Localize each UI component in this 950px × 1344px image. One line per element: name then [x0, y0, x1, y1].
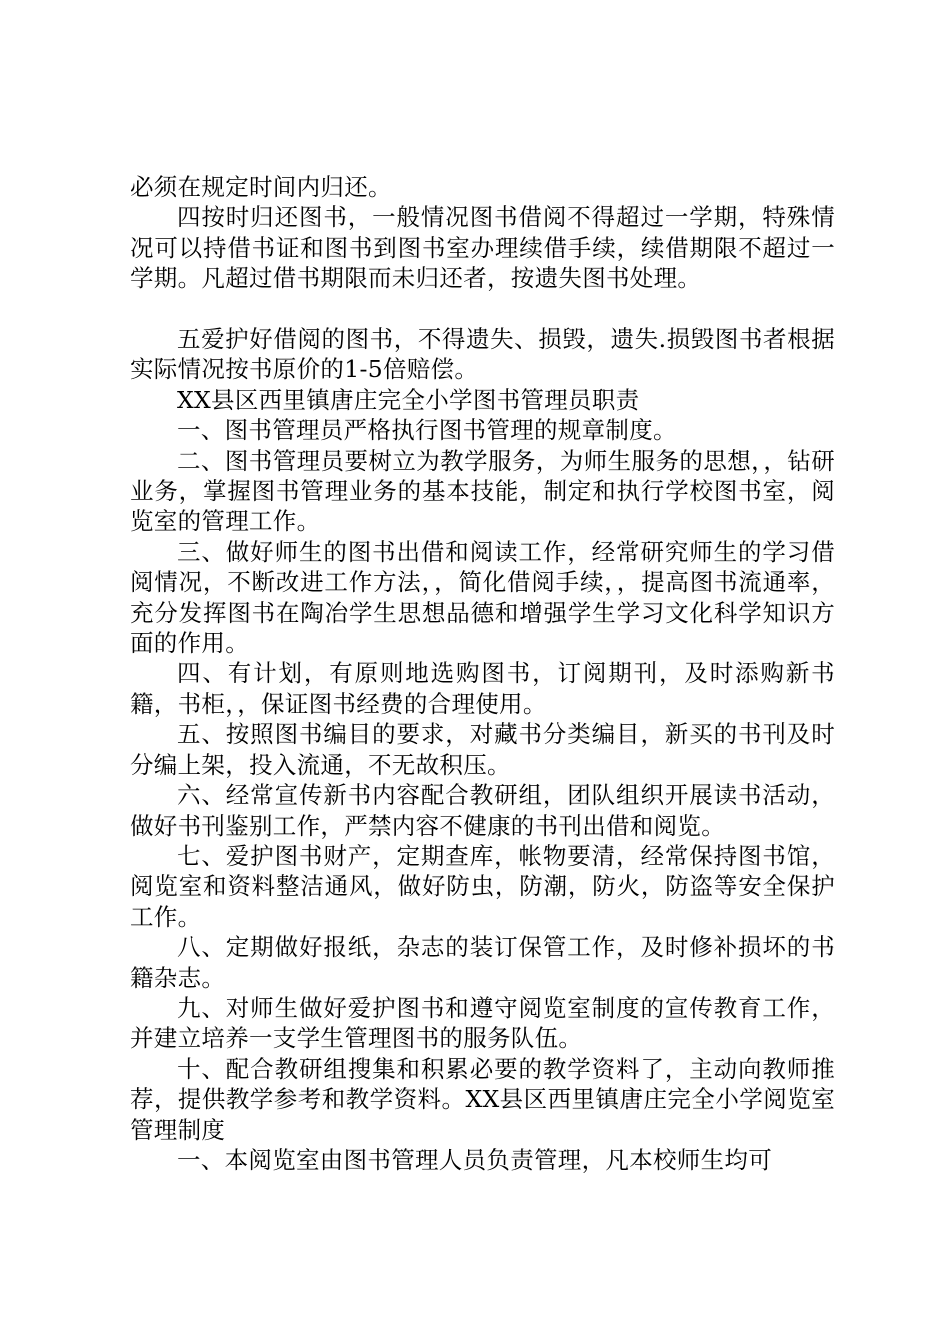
- paragraph-rule-4: 四按时归还图书，一般情况图书借阅不得超过一学期，特殊情况可以持借书证和图书到图书室办理续借手续，续借期限不超过一学期。凡超过借书期限而未归还者，按遗失图书处理。: [130, 203, 835, 293]
- paragraph-gap: [130, 294, 835, 324]
- paragraph-return-deadline: 必须在规定时间内归还。: [130, 173, 392, 201]
- paragraph-duty-5: 五、按照图书编目的要求，对藏书分类编目，新买的书刊及时分编上架，投入流通，不无故积压。: [130, 720, 835, 779]
- document-body: [130, 172, 835, 1175]
- paragraph-duty-3: 三、做好师生的图书出借和阅读工作，经常研究师生的学习借阅情况，不断改进工作方法，，简化借阅手续，，提高图书流通率，充分发挥图书在陶冶学生思想品德和增强学生学习文化科学知识方面的作用。: [130, 537, 835, 658]
- paragraph-rule-5: 五爱护好借阅的图书，不得遗失、损毁，遗失.损毁图书者根据实际情况按书原价的1-5倍赔偿。: [130, 325, 835, 384]
- paragraph-duty-9: 九、对师生做好爱护图书和遵守阅览室制度的宣传教育工作，并建立培养一支学生管理图书的服务队伍。: [130, 993, 835, 1053]
- paragraph-duty-8: 八、定期做好报纸，杂志的装订保管工作，及时修补损坏的书籍杂志。: [130, 933, 835, 992]
- paragraph-duty-7: 七、爱护图书财产，定期查库，帐物要清，经常保持图书馆，阅览室和资料整洁通风，做好防虫，防潮，防火，防盗等安全保护工作。: [130, 841, 835, 931]
- paragraph-duty-6: 六、经常宣传新书内容配合教研组，团队组织开展读书活动，做好书刊鉴别工作，严禁内容不健康的书刊出借和阅览。: [130, 781, 835, 840]
- paragraph-duty-1: 一、图书管理员严格执行图书管理的规章制度。: [177, 416, 677, 445]
- paragraph-duty-10: 十、配合教研组搜集和积累必要的教学资料了，主动向教师推荐，提供教学参考和教学资料。XX县区西里镇唐庄完全小学阅览室管理制度: [130, 1054, 835, 1144]
- section-title-librarian-duties: XX县区西里镇唐庄完全小学图书管理员职责: [177, 385, 640, 414]
- paragraph-duty-4: 四、有计划，有原则地选购图书，订阅期刊，及时添购新书籍，书柜，，保证图书经费的合理使用。: [130, 659, 835, 718]
- paragraph-duty-2: 二、图书管理员要树立为教学服务，为师生服务的思想，，钻研业务，掌握图书管理业务的基本技能，制定和执行学校图书室，阅览室的管理工作。: [130, 446, 835, 536]
- paragraph-reading-room-rule-1: 一、本阅览室由图书管理人员负责管理，凡本校师生均可: [177, 1145, 772, 1174]
